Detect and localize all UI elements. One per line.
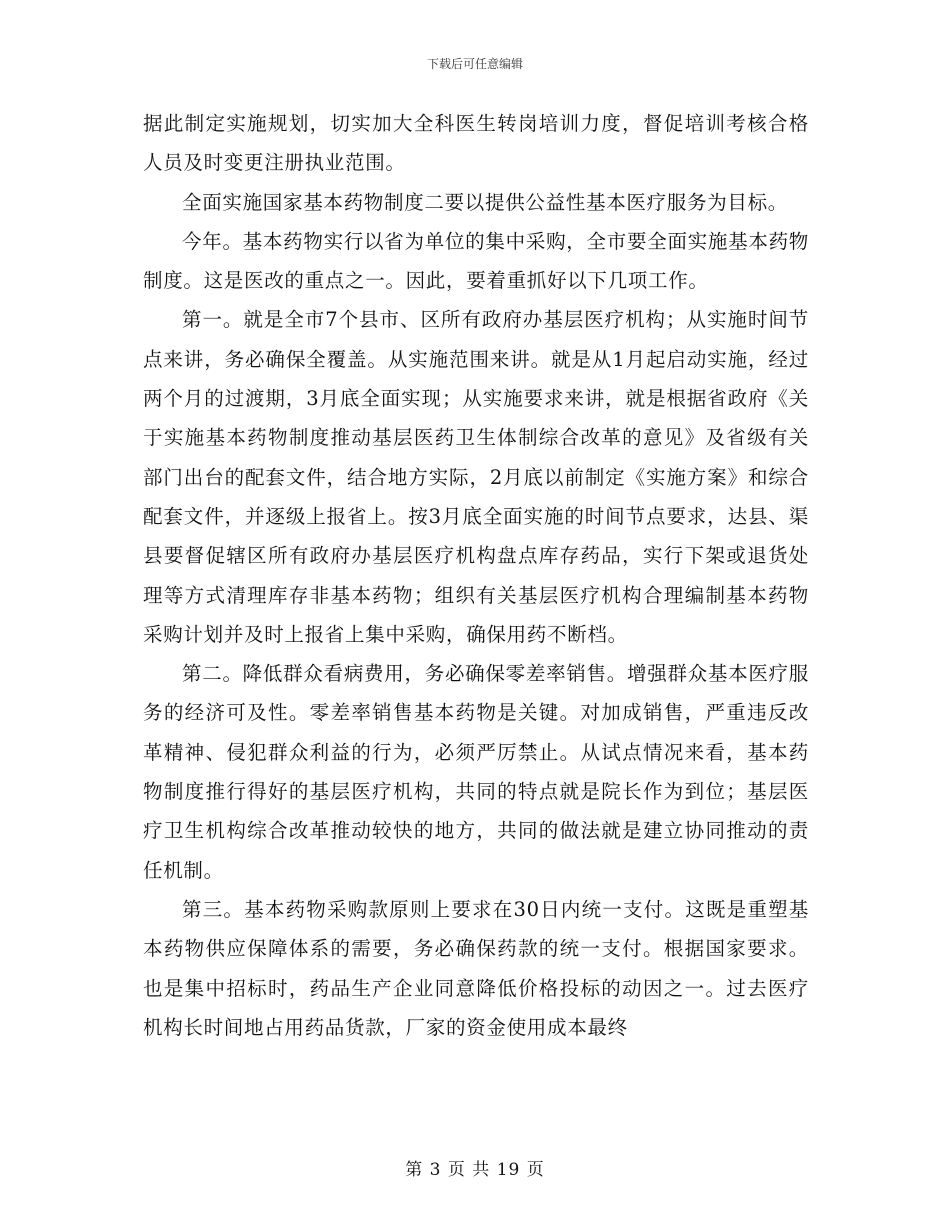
paragraph-5: 第二。降低群众看病费用，务必确保零差率销售。增强群众基本医疗服务的经济可及性。零差率销售基本药物是关键。对加成销售，严重违反改革精神、侵犯群众利益的行为，必须严厉禁止。从试点情况来看，基本药物制度推行得好的基层医疗机构，共同的特点就是院长作为到位；基层医疗卫生机构综合改革推动较快的地方，共同的做法就是建立协同推动的责任机制。 [143, 662, 809, 882]
page-header: 下载后可任意编辑 [426, 57, 523, 71]
paragraph-2: 全面实施国家基本药物制度二要以提供公益性基本医疗服务为目标。 [182, 190, 789, 214]
paragraph-1: 据此制定实施规划，切实加大全科医生转岗培训力度，督促培训考核合格人员及时变更注册执业范围。 [143, 112, 809, 175]
paragraph-4: 第一。就是全市7个县市、区所有政府办基层医疗机构；从实施时间节点来讲，务必确保全覆盖。从实施范围来讲。就是从1月起启动实施，经过两个月的过渡期，3月底全面实现；从实施要求来讲，就是根据省政府《关于实施基本药物制度推动基层医药卫生体制综合改革的意见》及省级有关部门出台的配套文件，结合地方实际，2月底以前制定《实施方案》和综合配套文件，并逐级上报省上。按3月底全面实施的时间节点要求，达县、渠县要督促辖区所有政府办基层医疗机构盘点库存药品，实行下架或退货处理等方式清理库存非基本药物；组织有关基层医疗机构合理编制基本药物采购计划并及时上报省上集中采购，确保用药不断档。 [143, 308, 809, 646]
paragraph-3: 今年。基本药物实行以省为单位的集中采购，全市要全面实施基本药物制度。这是医改的重点之一。因此，要着重抓好以下几项工作。 [143, 229, 809, 293]
page-number-footer: 第 3 页 共 19 页 [405, 1160, 545, 1180]
paragraph-6: 第三。基本药物采购款原则上要求在30日内统一支付。这既是重塑基本药物供应保障体系的需要，务必确保药款的统一支付。根据国家要求。也是集中招标时，药品生产企业同意降低价格投标的动因之一。过去医疗机构长时间地占用药品货款，厂家的资金使用成本最终 [143, 897, 809, 1039]
document-body [143, 104, 809, 1047]
